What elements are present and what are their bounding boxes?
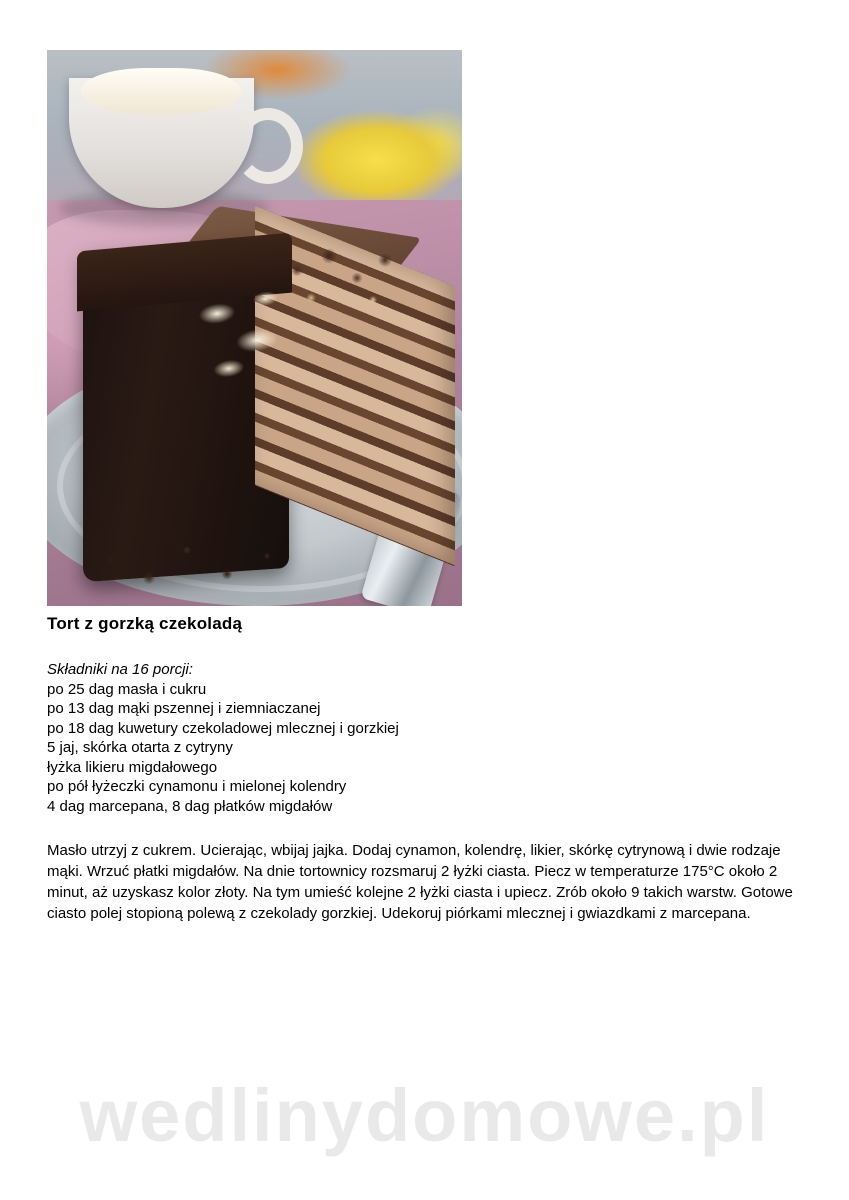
ingredient-line: 5 jaj, skórka otarta z cytryny (47, 739, 233, 756)
recipe-content (47, 50, 803, 924)
site-watermark: wedlinydomowe.pl (79, 1074, 770, 1157)
ingredient-line: łyżka likieru migdałowego (47, 758, 218, 776)
photo-marzipan-decoration (189, 274, 301, 406)
ingredient-line: po pół łyżeczki cynamonu i mielonej kolendry (47, 778, 347, 795)
preparation-text: Masło utrzyj z cukrem. Ucierając, wbijaj jajka. Dodaj cynamon, kolendrę, likier, skórkę cytrynową i dwie rodzaje mąki. Wrzuć płatki migdałów. Na dnie tortownicy rozsmaruj 2 łyżki ciasta. Piecz w temperaturze 175°C około 2 minut, aż uzyskasz kolor złoty. Na tym umieść kolejne 2 łyżki ciasta i upiecz. Zrób około 9 takich warstw. Gotowe ciasto polej stopioną polewą z czekolady gorzkiej. Udekoruj piórkami mlecznej i gwiazdkami z marcepana. (47, 842, 793, 922)
ingredient-line: po 18 dag kuwetury czekoladowej mlecznej i gorzkiej (47, 719, 399, 737)
photo-cup-cream (81, 68, 241, 114)
photo-cup-handle (233, 108, 303, 184)
ingredients-heading: Składniki na 16 porcji: (47, 661, 193, 678)
ingredient-line: po 13 dag mąki pszennej i ziemniaczanej (47, 700, 321, 717)
photo-chocolate-crumbs (87, 520, 317, 600)
recipe-photo (47, 50, 462, 606)
photo-chocolate-curls (277, 240, 417, 320)
ingredient-line: 4 dag marcepana, 8 dag płatków migdałów (47, 797, 333, 815)
ingredients-block (47, 660, 803, 816)
ingredient-line: po 25 dag masła i cukru (47, 680, 207, 698)
recipe-title: Tort z gorzką czekoladą (47, 614, 243, 633)
